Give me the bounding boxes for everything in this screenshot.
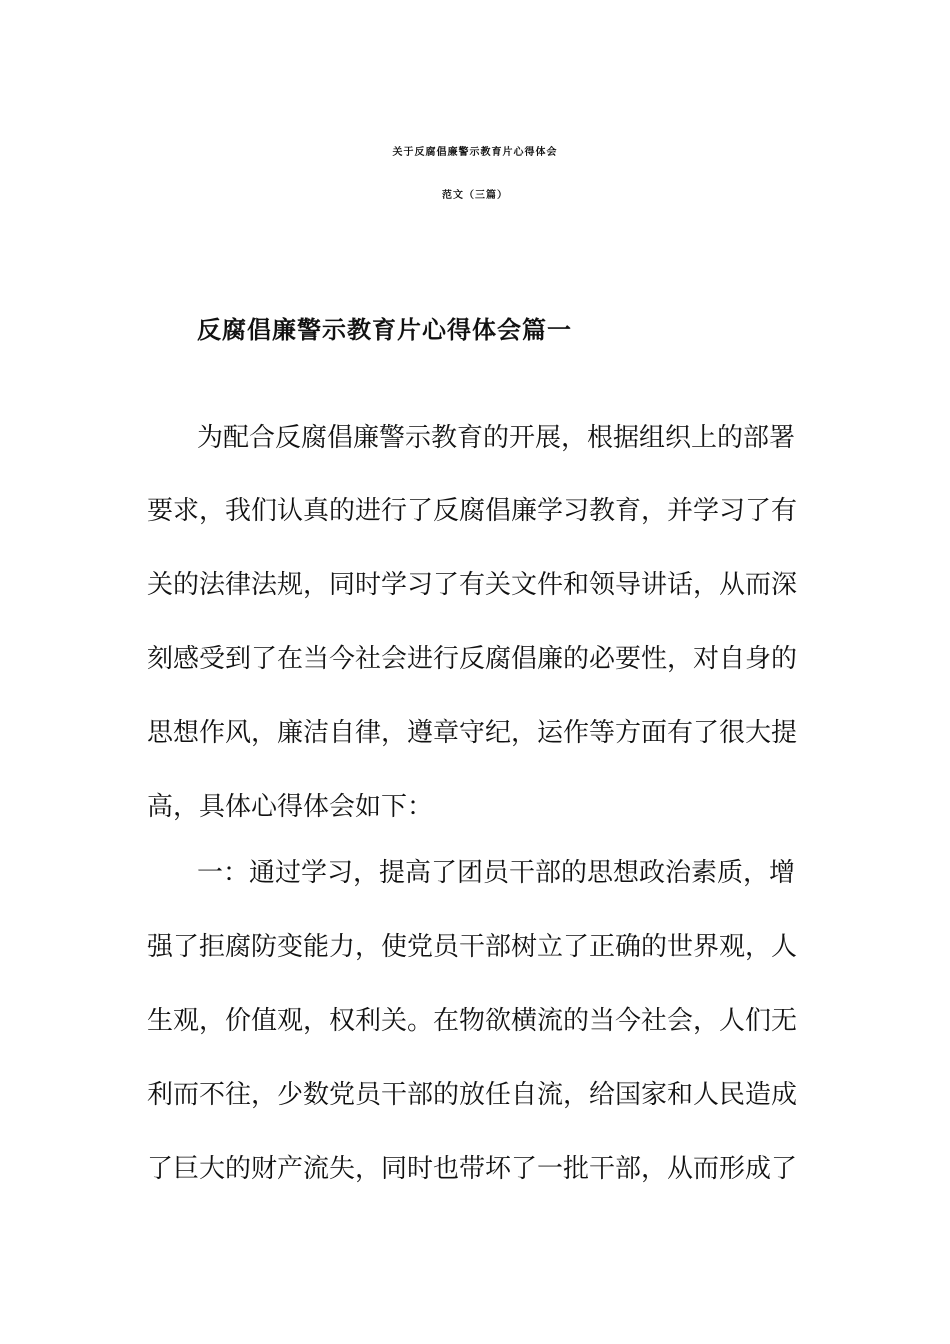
body-line-8: 强了拒腐防变能力，使党员干部树立了正确的世界观，人 xyxy=(147,932,798,962)
body-line-1: 为配合反腐倡廉警示教育的开展，根据组织上的部署 xyxy=(197,423,796,453)
section-heading: 反腐倡廉警示教育片心得体会篇一 xyxy=(197,316,572,344)
body-line-2: 要求，我们认真的进行了反腐倡廉学习教育，并学习了有 xyxy=(147,496,798,526)
body-line-9: 生观，价值观，权利关。在物欲横流的当今社会，人们无 xyxy=(147,1006,798,1036)
body-line-11: 了巨大的财产流失，同时也带坏了一批干部，从而形成了 xyxy=(147,1154,798,1184)
body-line-5: 思想作风，廉洁自律，遵章守纪，运作等方面有了很大提 xyxy=(147,718,798,748)
body-line-3: 关的法律法规，同时学习了有关文件和领导讲话，从而深 xyxy=(147,570,798,600)
body-line-4: 刻感受到了在当今社会进行反腐倡廉的必要性，对自身的 xyxy=(147,644,798,674)
document-title-line-2: 范文（三篇） xyxy=(442,190,508,201)
body-line-6: 高，具体心得体会如下： xyxy=(147,792,434,822)
document-title-line-1: 关于反腐倡廉警示教育片心得体会 xyxy=(392,147,558,158)
body-line-10: 利而不往，少数党员干部的放任自流，给国家和人民造成 xyxy=(147,1080,798,1110)
body-line-7: 一：通过学习，提高了团员干部的思想政治素质，增 xyxy=(197,858,796,888)
